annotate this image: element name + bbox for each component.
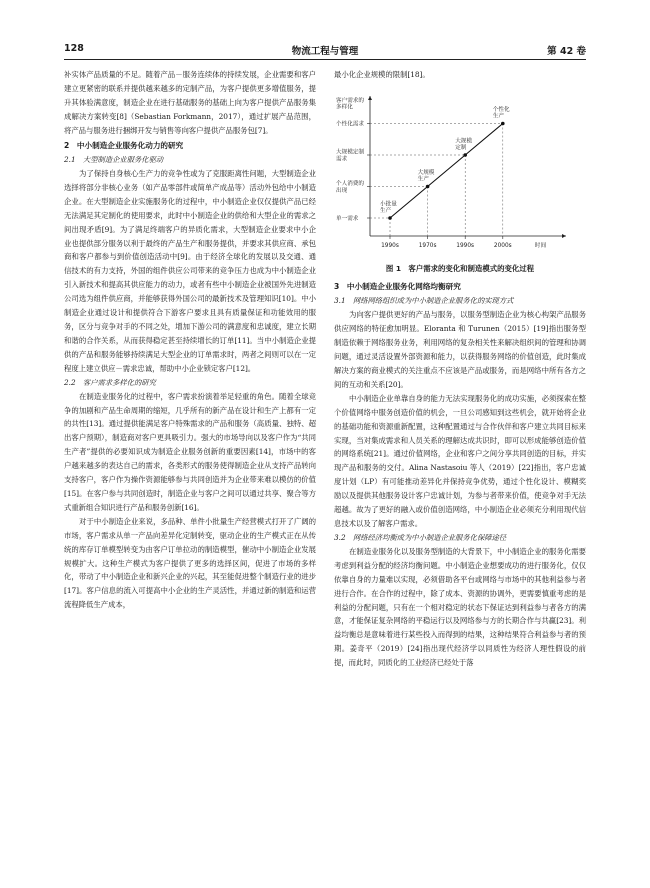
header-rule: [64, 59, 586, 60]
y-tick-label: 单一需求: [336, 215, 359, 222]
paragraph: 对于中小制造企业来说，多品种、单件小批量生产经营模式打开了广阔的市场，客户需求从单一产品向差异化定制转变，驱动企业的生产模式正在从传统的库存订单模型转变为由客户订单拉动的制造模型，催动中小制造企业发展规模扩大。这种生产模式为客户提供了更多的选择区间，促进了市场的多样化，带动了中小制造企业和新兴企业的兴起，其至能促进整个制造行业的进步[17]。客户信息的流入可提高中小企业的生产灵活性，并通过新的制造和运营流程降低生产成本，: [64, 516, 316, 610]
right-column: [334, 68, 586, 670]
paragraph: 在制造业服务化的过程中，客户需求扮演着举足轻重的角色。随着全球竞争的加剧和产品生命周期的缩短，几乎所有的新产品在设计和生产上都有一定的共性[13]。通过提供能满足客户特殊需求的产品和服务（高质量、独特、超出客户预期），制造商对客户更具吸引力。强大的市场导向以及客户作为“共同生产者”提供的必要知识成为制造企业服务创新的重要因素[14]，市场中的客户越来越多的表达自己的需求，各类形式的服务使得制造企业从支持产品转向支持客户，客户作为操作资源能够参与共同创造并为企业带来难以模仿的价值[15]。在客户参与共同创造时，制造企业与客户之间可以通过共享、聚合等方式重新组合知识进行产品和服务创新[16]。: [64, 391, 316, 512]
data-point: [501, 122, 505, 126]
figure-1: [334, 86, 586, 256]
subsection-heading: 3.1 网络网络组织成为中小制造企业服务化的实现方式: [334, 296, 514, 306]
page-header: [64, 43, 586, 59]
x-tick-label: 1970s: [418, 242, 437, 249]
paragraph: 为了保持自身核心生产力的竞争性或为了克服距离性问题，大型制造企业选择将部分非核心业务（如产品零部件或简单产成品等）活动外包给中小制造企业。在大型制造企业实施服务化的过程中，中小制造企业仅仅提供产品已经无法满足其定制化的使用要求，此时中小制造企业的供给和大型企业的需求之间出现矛盾[9]。为了满足终端客户的异质化需求，大型制造企业要求中小企业也提供部分服务以利于最终的产品生产和服务提供，并要求其供应商、承包商和客户都参与到价值创造活动中[9]。由于经济全球化的发展以及交通、通信技术的有力支持，外国的组件供应公司带来的竞争压力也成为中小制造企业引入新技术和提高其供应能力的动力，或者有些中小制造企业被国外先进制造公司选为组件供应商，并能够获得外国公司的最新技术及管理知识[10]。中小制造企业通过设计和提供符合下游客户要求且具有质量保证和功能效用的服务，区分与竞争对手的不同之处，增加下游公司的满意度和忠诚度，建立长期和谐的合作关系，从而获得稳定甚至持续增长的订单[11]。当中小制造企业提供的产品和服务能够持续满足大型企业的订单需求时，两者之间则可以在一定程度上建立供应－需求忠诚，帮助中小企业锁定客户[12]。: [64, 169, 316, 373]
x-tick-label: 1990s: [456, 242, 475, 249]
paragraph: 最小化企业规模的限制[18]。: [334, 70, 430, 79]
y-tick-label: 客户需求的多样化: [336, 97, 364, 111]
x-tick-label: 时间: [534, 242, 547, 249]
chart-svg: [334, 86, 586, 256]
subsection-heading: 2.2 客户需求多样化的研究: [64, 377, 156, 387]
data-point: [463, 153, 467, 157]
data-label: 小批量生产: [380, 201, 397, 214]
y-tick-label: 个人消费的出现: [336, 181, 364, 194]
y-tick-label: 大规模定制需求: [336, 149, 364, 163]
journal-title: 物流工程与管理: [291, 46, 359, 57]
x-tick-label: 1990s: [381, 242, 399, 249]
subsection-heading: 3.2 网络经济均衡成为中小制造企业服务化保障途径: [334, 532, 507, 542]
data-point: [388, 216, 392, 220]
y-axis-arrow: [368, 96, 372, 100]
x-axis-arrow: [562, 234, 566, 238]
paragraph: 中小制造企业单靠自身的能力无法实现服务化的成功实施，必须探索在整个价值网络中服务创造价值的机会，一旦公司感知到这些机会，就开始将企业的基础功能和资源重新配置，这种配置通过与合作伙伴和客户建立共同目标来实现，当对集成需求和人员关系的理解达成共识时，即可以形成能够创造价值的网络系统[21]。通过价值网络，企业和客户之间分享共同创造的目标，并实现产品和服务的交付。Alina Nastasoiu 等人（2019）[22]指出，客户忠诚度计划（LP）有可能推动差异化并保持竞争优势，通过个性化设计、模糊奖励以及提供其他服务设计客户忠诚计划，为参与者带来价值，使竞争对手无法超越。故为了更好的融入或价值创造网络，中小制造企业必须充分利用现代信息技术以及了解客户需求。: [334, 393, 586, 528]
y-tick-label: 个性化需求: [336, 121, 364, 128]
left-column: [64, 68, 316, 612]
data-label: 大规模生产: [417, 170, 435, 183]
section-heading: 2 中小制造企业服务化动力的研究: [64, 140, 184, 150]
data-label: 个性化生产: [492, 107, 510, 120]
subsection-heading: 2.1 大型制造企业服务化驱动: [64, 155, 164, 165]
data-label: 大规模定制: [455, 138, 472, 151]
paragraph: 在制造业服务化以及服务型制造的大背景下，中小制造企业的服务化需要考虑到利益分配的经济均衡问题。中小制造企业想要成功的进行服务化，仅仅依靠自身的力量难以实现，必须借助各平台或网络与市场中的其他利益参与者进行合作。在合作的过程中，除了成本、资源的协调外，更需要慎重考虑的是利益的分配问题，只有在一个相对稳定的状态下保证达到利益参与者各方的满意，才能保证复杂网络的平稳运行以及网络参与方的长期合作与共赢[23]。利益均衡总是意味着进行某些投入而得到的结果，这种结果符合利益参与者的预期。姜奇平（2019）[24]指出现代经济学以同质性为经济人理性假设的前提，而此时，同质化的工业经济已经处于落: [334, 546, 586, 668]
page-number: 128: [64, 43, 84, 54]
series-line: [390, 123, 503, 218]
figure-caption: 图 1 客户需求的变化和制造模式的变化过程: [385, 263, 535, 273]
section-heading: 3 中小制造企业服务化网络均衡研究: [334, 281, 461, 291]
volume-label: 第 42 卷: [547, 46, 586, 57]
x-tick-label: 2000s: [493, 242, 512, 249]
data-point: [426, 185, 430, 189]
paragraph: 补实体产品质量的不足。随着产品－服务连续体的持续发展，企业需要和客户建立更紧密的联系并提供越来越多的定制产品，为客户提供更多增值服务，提升其体验满意度，制造企业在进行基础服务的基础上向为客户提供产品服务集成解决方案转变[8]（Sebastian Forkmann，2017），通过扩展产品范围，将产品与服务进行捆绑开发与销售等向客户提供产品服务包[7]。: [64, 70, 316, 135]
paragraph: 为向客户提供更好的产品与服务，以服务型制造企业为核心构架产品服务供应网络的特征愈加明显。Eloranta 和 Turunen（2015）[19]指出服务型制造依赖于网络服务业务，利用网络的复杂相关性来解决组织间的管理和协调问题，通过灵活设置外部资源和能力，以获得服务网络的价值创造，此时集成解决方案的商业模式的关注重点不应该是产品或服务，而是网络中所有各方之间的互动和关系[20]。: [334, 310, 586, 389]
